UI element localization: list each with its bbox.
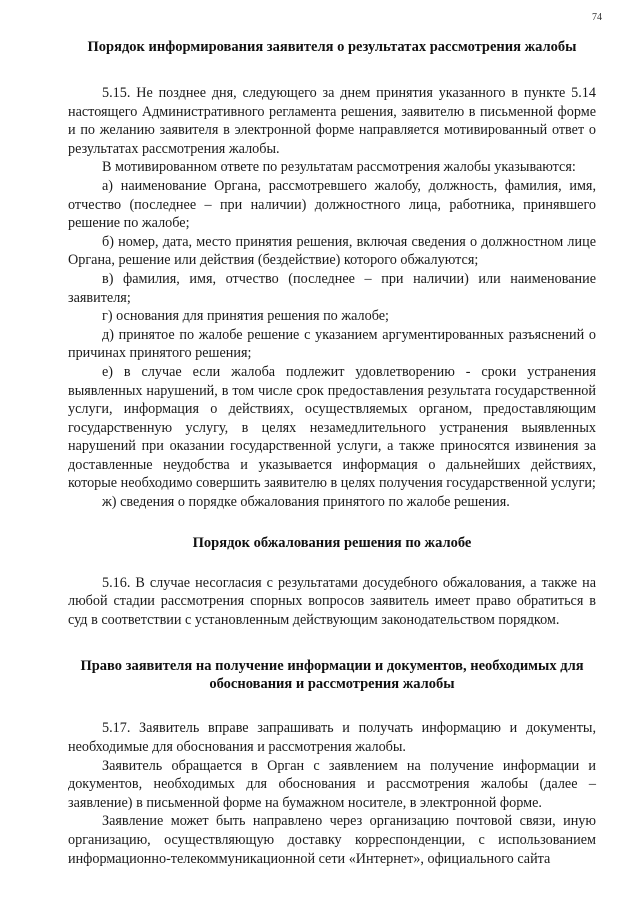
list-item: в) фамилия, имя, отчество (последнее – при наличии) или наименование заявителя; bbox=[68, 270, 596, 306]
heading-appeal-procedure: Порядок обжалования решения по жалобе bbox=[192, 534, 472, 551]
section-5-16 bbox=[68, 574, 596, 630]
paragraph: 5.15. Не позднее дня, следующего за днем принятия указанного в пункте 5.14 настоящего Административного регламента решения, заявителю в письменной форме и по желанию заявителя в электронной форме направляется мотивированный ответ о результатах рассмотрения жалобы. bbox=[68, 85, 596, 157]
document-body bbox=[68, 38, 596, 868]
list-item: ж) сведения о порядке обжалования принятого по жалобе решения. bbox=[102, 494, 510, 511]
page-number: 74 bbox=[592, 12, 602, 23]
heading-informing-applicant: Порядок информирования заявителя о результатах рассмотрения жалобы bbox=[87, 39, 577, 55]
list-item: а) наименование Органа, рассмотревшего жалобу, должность, фамилия, имя, отчество (последнее – при наличии) должностного лица, работника, принявшего решение по жалобе; bbox=[68, 177, 596, 232]
paragraph: Заявитель обращается в Орган с заявлением на получение информации и документов, необходимых для обоснования и рассмотрения жалобы (далее – заявление) в письменной форме на бумажном носителе, в электронной форме. bbox=[68, 757, 596, 811]
paragraph: 5.16. В случае несогласия с результатами досудебного обжалования, а также на любой стадии рассмотрения спорных вопросов заявитель имеет право обратиться в суд в соответствии с установленным действующим законодательством порядком. bbox=[68, 574, 596, 628]
paragraph: 5.17. Заявитель вправе запрашивать и получать информацию и документы, необходимые для обоснования и рассмотрения жалобы. bbox=[68, 720, 596, 756]
list-item: д) принятое по жалобе решение с указанием аргументированных разъяснений о причинах принятого решения; bbox=[68, 326, 596, 362]
section-5-17 bbox=[68, 719, 596, 868]
list-item: е) в случае если жалоба подлежит удовлетворению - сроки устранения выявленных нарушений, в том числе срок предоставления результата государственной услуги, информация о действиях, осуществляемых органом, предоставляющим государственную услугу, в целях незамедлительного устранения выявленных нарушений при оказании государственной услуги, а также приносятся извинения за доставленные неудобства и указывается информация о дальнейших действиях, которые необходимо совершить заявителю в целях получения государственной услуги; bbox=[68, 363, 596, 492]
paragraph: В мотивированном ответе по результатам рассмотрения жалобы указываются: bbox=[102, 159, 576, 176]
paragraph: Заявление может быть направлено через организацию почтовой связи, иную организацию, осуществляющую доставку корреспонденции, с использованием информационно-телекоммуникационной сети «Интернет», официального сайта bbox=[68, 813, 596, 867]
heading-right-to-information: Право заявителя на получение информации и документов, необходимых для обоснования и рассмотрения жалобы bbox=[80, 658, 584, 693]
list-item: б) номер, дата, место принятия решения, включая сведения о должностном лице Органа, решение или действия (бездействие) которого обжалуются; bbox=[68, 233, 596, 269]
section-5-15 bbox=[68, 84, 596, 512]
list-item: г) основания для принятия решения по жалобе; bbox=[102, 308, 389, 325]
